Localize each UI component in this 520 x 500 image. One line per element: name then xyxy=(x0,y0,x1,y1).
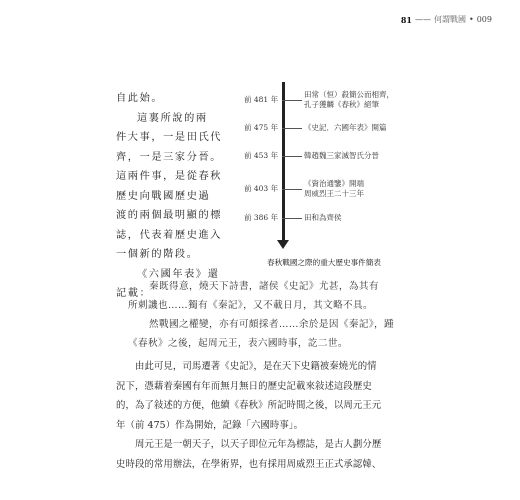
event-year: 前 475 年 xyxy=(244,123,279,132)
quote-line: 所刺譏也……獨有《秦記》，又不載日月，其文略不具。 xyxy=(128,300,374,311)
left-line: 自此始。 xyxy=(116,93,164,104)
left-line: 記載： xyxy=(116,288,152,299)
event-text xyxy=(304,123,387,133)
header-page-number: 009 xyxy=(476,15,492,24)
quote-line: 然戰國之權變，亦有可頗採者……余於是因《秦記》，踵 xyxy=(149,319,395,330)
timeline-caption: 春秋戰國之際的重大歷史事件簡表 xyxy=(267,258,381,267)
event-line: 韓趙魏三家滅智氏分晉 xyxy=(304,151,379,160)
left-line: 這裏所說的兩 xyxy=(137,112,208,124)
left-line: 歷史向戰國歷史過 xyxy=(116,190,211,202)
left-line: 齊，一是三家分晉。 xyxy=(116,151,223,163)
event-year: 前 453 年 xyxy=(244,151,279,160)
left-column-text xyxy=(116,89,236,304)
header-dash: —— xyxy=(415,15,431,24)
event-text xyxy=(304,90,394,110)
event-tick xyxy=(282,218,302,219)
body-line: 的，為了敍述的方便，他續《春秋》所記時間之後，以周元王元 xyxy=(116,400,382,411)
event-tick xyxy=(282,128,302,129)
event-line: 孔子獲麟《春秋》絕筆 xyxy=(304,100,379,109)
body-line: 周元王是一朝天子，以天子即位元年為標誌，是古人劃分歷 xyxy=(135,439,382,450)
event-line: 田常（恒）殺簡公而相齊， xyxy=(304,90,394,99)
event-line: 周威烈王二十三年 xyxy=(304,189,364,198)
body-line: 況下，憑藉着秦國有年而無月無日的歷史記載來敍述這段歷史 xyxy=(116,380,372,392)
timeline-figure xyxy=(244,80,424,275)
left-line: 這兩件事，是從春秋 xyxy=(116,171,223,182)
running-header xyxy=(401,14,492,25)
event-year: 前 481 年 xyxy=(244,95,279,104)
left-line: 《六國年表》還 xyxy=(137,268,220,280)
event-line: 田和為齊侯 xyxy=(304,213,342,222)
event-tick xyxy=(282,189,302,190)
left-line: 一個新的階段。 xyxy=(116,249,199,260)
header-page-label: 81 xyxy=(400,14,412,25)
event-line: 《資治通鑒》開端 xyxy=(304,179,364,188)
body-line: 由此可見，司馬遷著《史記》，是在天下史籍被秦燒光的情 xyxy=(135,361,377,372)
body-line: 年（前 475）作為開始，記錄「六國時事」。 xyxy=(116,419,304,431)
left-line: 誌，代表着歷史進入 xyxy=(116,229,223,241)
timeline-arrow-icon xyxy=(277,240,289,249)
left-line: 件大事，一是田氏代 xyxy=(116,132,223,143)
event-line: 《史記．六國年表》開篇 xyxy=(304,123,387,132)
quote-line: 《春秋》之後，起周元王，表六國時事，訖二世。 xyxy=(128,338,348,349)
block-quote xyxy=(128,277,428,353)
event-text xyxy=(304,151,379,161)
quote-line: 秦既得意，燒天下詩書，諸侯《史記》尤甚，為其有 xyxy=(149,281,379,292)
header-section-title: 何謂戰國 xyxy=(434,15,466,24)
event-year: 前 386 年 xyxy=(244,213,279,222)
event-tick xyxy=(282,156,302,157)
header-dot: • xyxy=(469,15,474,24)
body-text xyxy=(116,357,406,474)
event-text xyxy=(304,213,342,223)
event-text xyxy=(304,179,364,199)
event-tick xyxy=(282,100,302,101)
event-year: 前 403 年 xyxy=(244,184,279,193)
left-line: 渡的兩個最明顯的標 xyxy=(116,210,223,221)
body-line: 史時段的常用辦法，在學術界，也有採用周威烈王正式承認韓、 xyxy=(116,458,382,470)
